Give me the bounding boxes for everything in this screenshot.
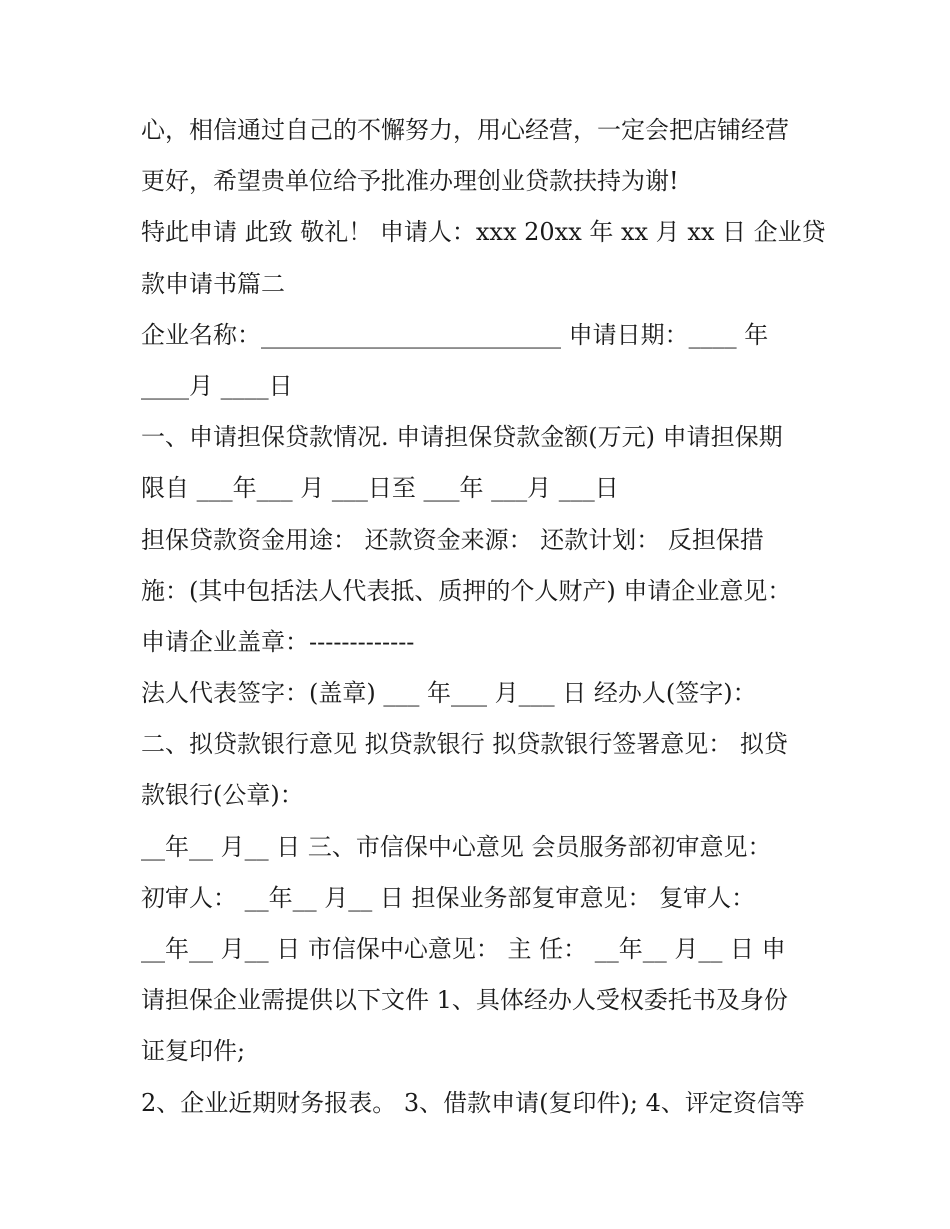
text-line: 一、申请担保贷款情况. 申请担保贷款金额(万元) 申请担保期: [141, 423, 783, 452]
text-line: __年__ 月__ 日 三、市信保中心意见 会员服务部初审意见：: [141, 832, 772, 861]
text-line: 限自 ___年___ 月 ___日至 ___年 ___月 ___日: [141, 474, 619, 503]
text-line: 款申请书篇二: [141, 269, 285, 298]
text-line: ____月 ____日: [141, 371, 293, 400]
text-line: 款银行(公章)：: [141, 781, 304, 810]
document-body: [141, 105, 826, 1129]
text-line: 担保贷款资金用途： 还款资金来源： 还款计划： 反担保措: [141, 525, 764, 554]
text-line: 企业名称：_________________________ 申请日期：____ 年: [141, 320, 769, 349]
text-line: __年__ 月__ 日 市信保中心意见： 主 任： __年__ 月__ 日 申: [141, 935, 786, 963]
text-line: 证复印件;: [141, 1037, 246, 1066]
text-line: 二、拟贷款银行意见 拟贷款银行 拟贷款银行签署意见： 拟贷: [141, 730, 788, 759]
text-line: 施：(其中包括法人代表抵、质押的个人财产) 申请企业意见：: [141, 576, 792, 605]
text-line: 法人代表签字：(盖章) ___ 年___ 月___ 日 经办人(签字)：: [141, 679, 757, 708]
text-line: 2、企业近期财务报表。 3、借款申请(复印件); 4、评定资信等: [141, 1088, 805, 1117]
text-line: 更好，希望贵单位给予批准办理创业贷款扶持为谢!: [141, 167, 679, 196]
text-line: 心，相信通过自己的不懈努力，用心经营，一定会把店铺经营: [141, 116, 789, 144]
text-line: 特此申请 此致 敬礼！ 申请人：xxx 20xx 年 xx 月 xx 日 企业贷: [141, 218, 826, 247]
text-line: 申请企业盖章：-------------: [141, 627, 415, 656]
text-line: 请担保企业需提供以下文件 1、具体经办人受权委托书及身份: [141, 986, 788, 1015]
text-line: 初审人： __年__ 月__ 日 担保业务部复审意见： 复审人：: [141, 883, 756, 912]
